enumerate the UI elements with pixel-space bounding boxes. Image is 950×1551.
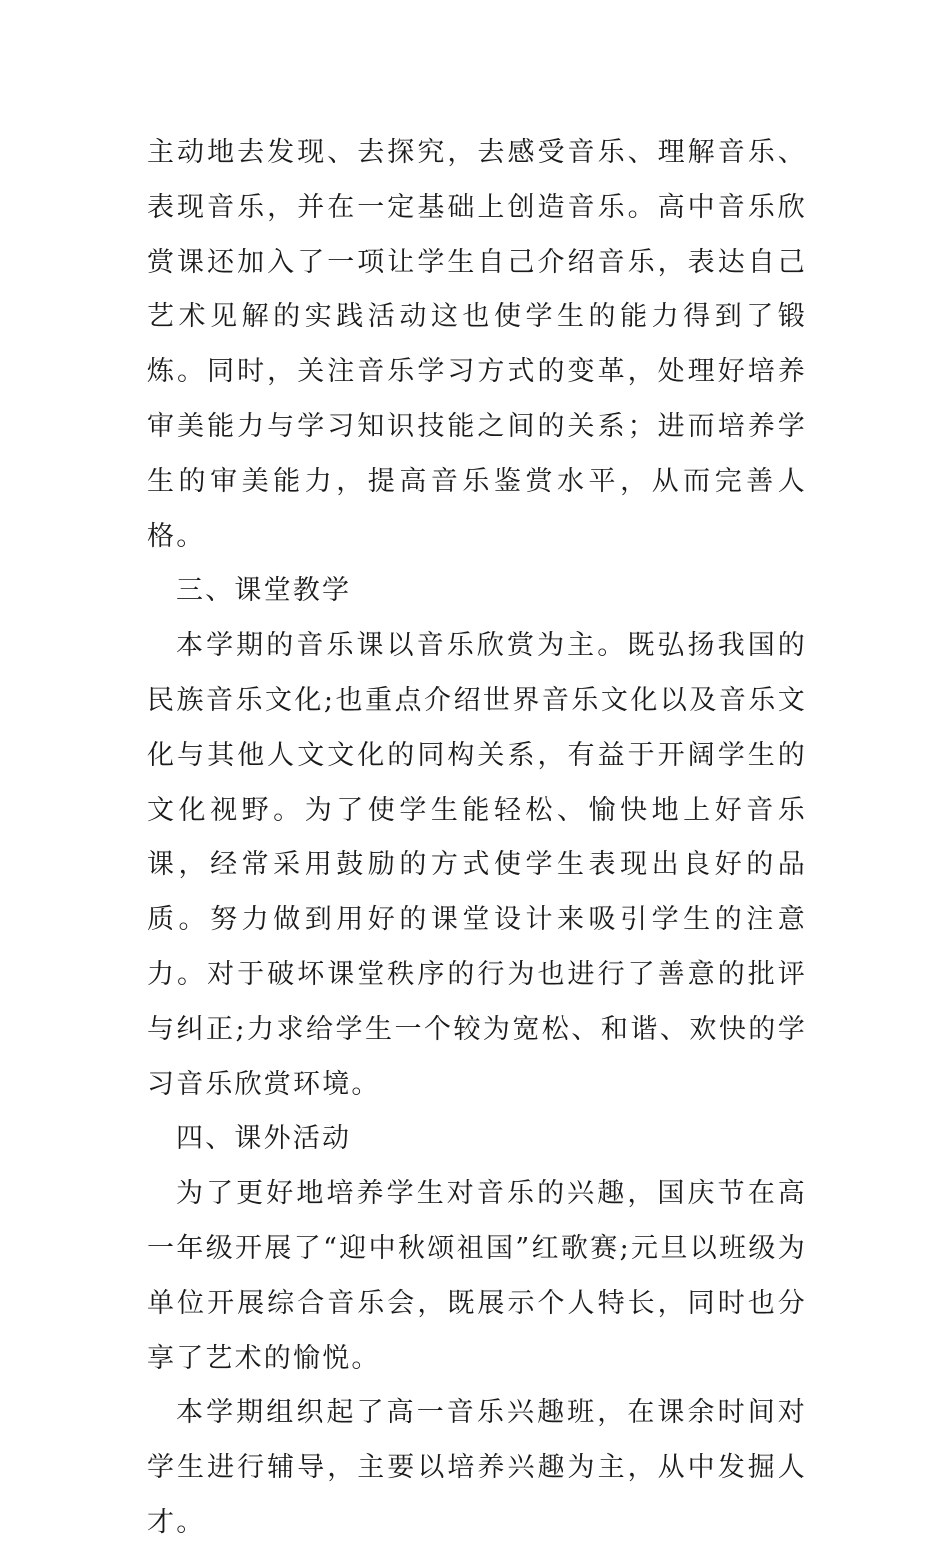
document-page [147, 126, 807, 1551]
section-heading-extracurricular: 四、课外活动 [176, 1123, 352, 1155]
section-heading-classroom-teaching: 三、课堂教学 [176, 575, 352, 607]
paragraph-interest-class: 本学期组织起了高一音乐兴趣班，在课余时间对学生进行辅导，主要以培养兴趣为主，从中发掘人才。 [147, 1397, 807, 1538]
paragraph-continuation: 主动地去发现、去探究，去感受音乐、理解音乐、表现音乐，并在一定基础上创造音乐。高中音乐欣赏课还加入了一项让学生自己介绍音乐，表达自己艺术见解的实践活动这也使学生的能力得到了锻炼。同时，关注音乐学习方式的变革，处理好培养审美能力与学习知识技能之间的关系；进而培养学生的审美能力，提高音乐鉴赏水平，从而完善人格。 [147, 137, 807, 552]
paragraph-classroom-teaching: 本学期的音乐课以音乐欣赏为主。既弘扬我国的民族音乐文化;也重点介绍世界音乐文化以及音乐文化与其他人文文化的同构关系，有益于开阔学生的文化视野。为了使学生能轻松、愉快地上好音乐课，经常采用鼓励的方式使学生表现出良好的品质。努力做到用好的课堂设计来吸引学生的注意力。对于破坏课堂秩序的行为也进行了善意的批评与纠正;力求给学生一个较为宽松、和谐、欢快的学习音乐欣赏环境。 [147, 630, 807, 1100]
paragraph-extracurricular-events: 为了更好地培养学生对音乐的兴趣，国庆节在高一年级开展了“迎中秋颂祖国”红歌赛;元旦以班级为单位开展综合音乐会，既展示个人特长，同时也分享了艺术的愉悦。 [147, 1178, 807, 1374]
